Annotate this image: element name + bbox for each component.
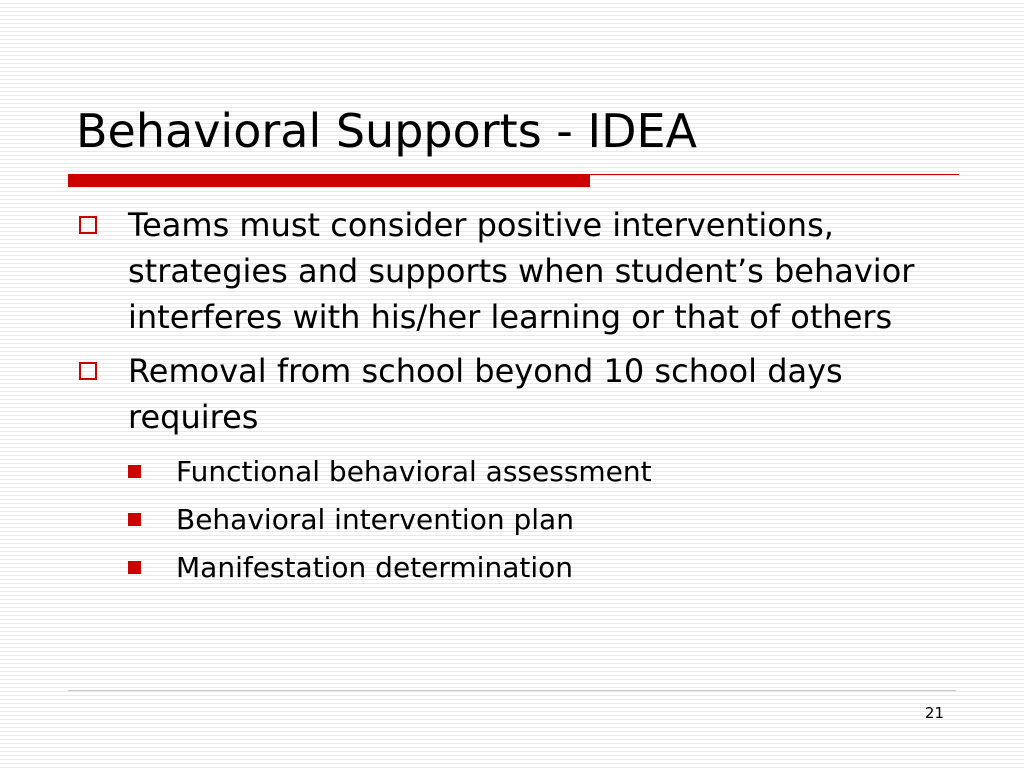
sub-bullet-item [128, 448, 958, 496]
bullet-text: Removal from school beyond 10 school days requires [128, 352, 843, 436]
footer-divider [68, 690, 956, 691]
sub-bullet-item [128, 496, 958, 544]
sub-bullet-text: Manifestation determination [176, 551, 574, 584]
sub-bullet-list [78, 448, 958, 592]
bullet-item [78, 348, 958, 440]
slide-body [78, 202, 958, 592]
filled-square-bullet-icon [128, 465, 141, 478]
sub-bullet-item [128, 544, 958, 592]
bullet-text: Teams must consider positive interventions, strategies and supports when student’s behavior interferes with his/her learning or that of others [128, 206, 915, 336]
hollow-square-bullet-icon [79, 216, 97, 234]
hollow-square-bullet-icon [79, 362, 97, 380]
bullet-item [78, 202, 958, 340]
filled-square-bullet-icon [128, 561, 141, 574]
sub-bullet-text: Behavioral intervention plan [176, 503, 574, 536]
title-accent-bar [68, 174, 590, 187]
slide-title: Behavioral Supports - IDEA [76, 104, 698, 158]
slide-number: 21 [924, 704, 944, 722]
sub-bullet-text: Functional behavioral assessment [176, 455, 652, 488]
filled-square-bullet-icon [128, 513, 141, 526]
